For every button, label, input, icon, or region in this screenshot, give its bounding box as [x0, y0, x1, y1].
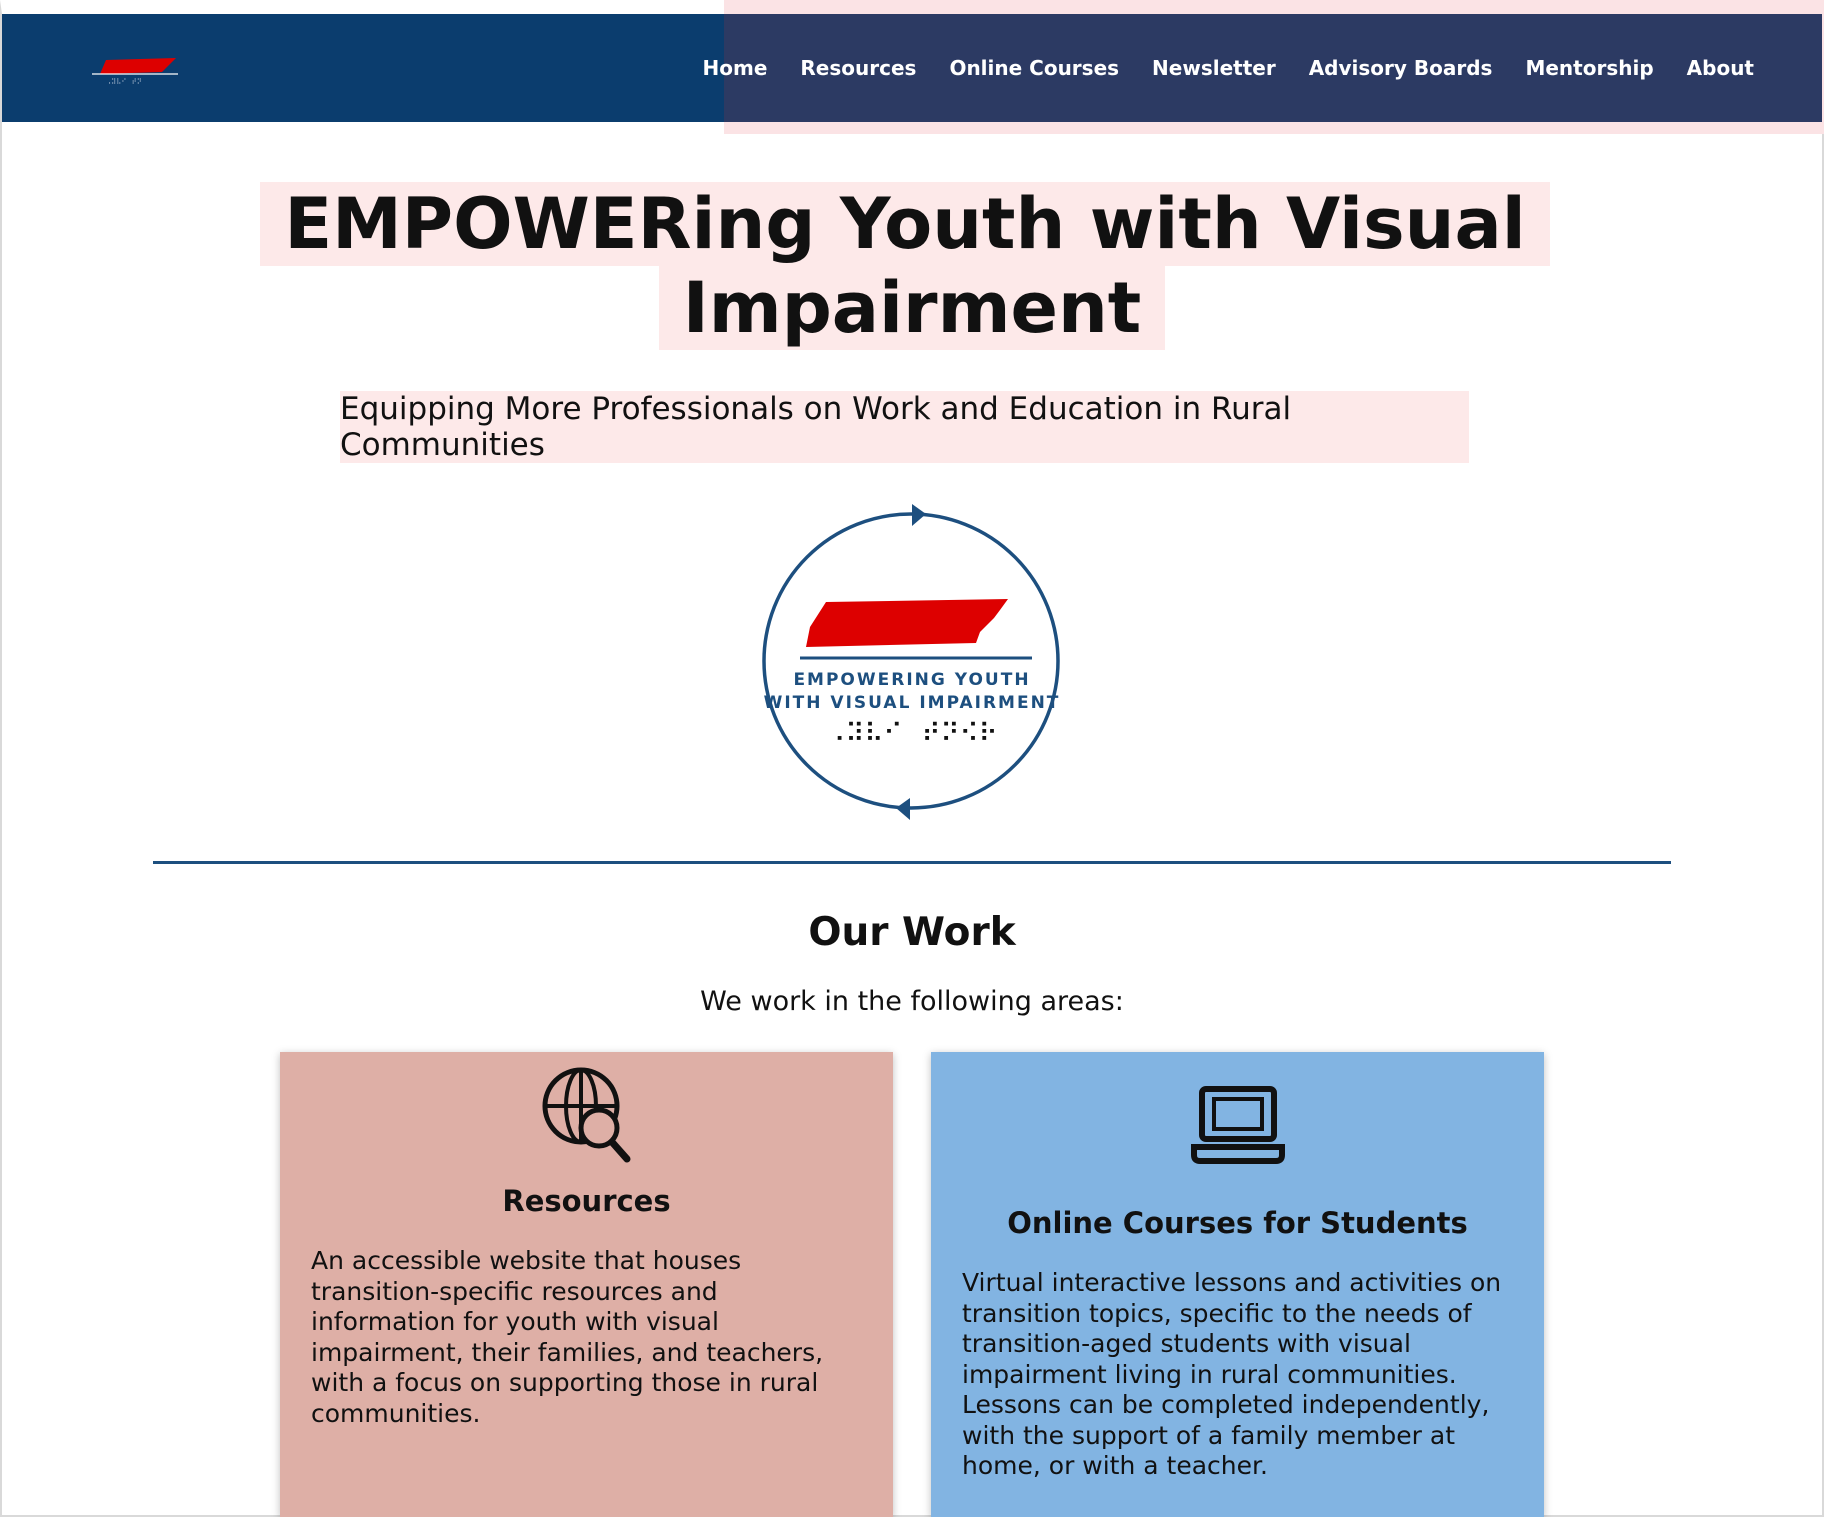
globe-search-icon — [541, 1064, 633, 1166]
card-resources[interactable] — [280, 1052, 893, 1517]
card-online-courses-text: Virtual interactive lessons and activities on transition topics, specific to the needs of transition-aged students with visual impairment living in rural communities. Lessons can be completed independently, with the support of a family member at home, or with a teacher. — [962, 1268, 1502, 1480]
arrow-bottom-icon — [896, 798, 910, 820]
card-resources-text: An accessible website that houses transition-specific resources and information for youth with visual impairment, their families, and teachers, with a focus on supporting those in rural communities. — [311, 1246, 824, 1428]
logo-braille: ⠠⠽⠧⠊⠀⠞⠝ — [106, 78, 142, 86]
nav-about[interactable]: About — [1686, 56, 1754, 80]
card-online-courses[interactable] — [931, 1052, 1544, 1517]
page-title-line-2: Impairment — [659, 266, 1166, 350]
tennessee-shape-icon — [806, 599, 1008, 647]
nav-online-courses[interactable]: Online Courses — [949, 56, 1120, 80]
nav-mentorship[interactable]: Mentorship — [1525, 56, 1654, 80]
arrow-top-icon — [912, 504, 926, 526]
empower-logo — [756, 500, 1066, 822]
logo-braille: ⠠⠽⠧⠊⠀⠞⠝⠪⠗ — [826, 719, 998, 749]
page-subtitle: Equipping More Professionals on Work and Education in Rural Communities — [340, 391, 1292, 463]
main-nav — [702, 14, 1822, 122]
page-title-line-1: EMPOWERing Youth with Visual — [260, 182, 1549, 266]
tennessee-shape-icon — [100, 58, 176, 74]
our-work-heading: Our Work — [808, 910, 1016, 955]
laptop-icon — [1190, 1085, 1286, 1165]
card-online-courses-title: Online Courses for Students — [1007, 1206, 1468, 1240]
logo-text-line-2: WITH VISUAL IMPAIRMENT — [763, 693, 1061, 713]
subtitle-banner — [340, 391, 1469, 463]
nav-advisory-boards[interactable]: Advisory Boards — [1308, 56, 1493, 80]
section-divider — [153, 861, 1671, 864]
card-resources-title: Resources — [502, 1184, 671, 1218]
logo-text-line-1: EMPOWERING YOUTH — [793, 670, 1031, 690]
nav-resources[interactable]: Resources — [800, 56, 917, 80]
nav-home[interactable]: Home — [702, 56, 768, 80]
logo-circle-right-arc — [911, 514, 1058, 808]
our-work-intro: We work in the following areas: — [700, 986, 1124, 1017]
page-title — [0, 182, 1824, 350]
nav-newsletter[interactable]: Newsletter — [1152, 56, 1276, 80]
site-logo[interactable] — [92, 52, 180, 92]
